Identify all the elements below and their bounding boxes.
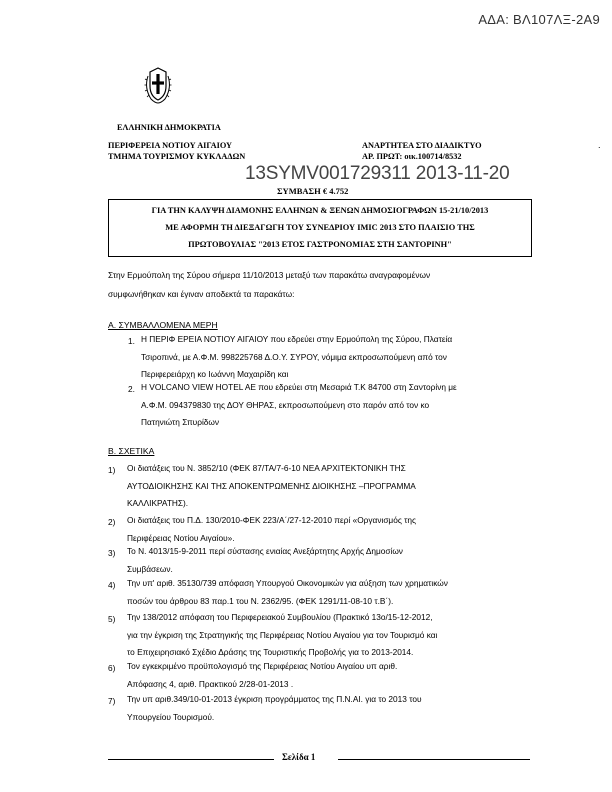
protocol-number: ΑΡ. ΠΡΩΤ: οικ.100714/8532 bbox=[362, 152, 462, 161]
list-item bbox=[127, 609, 437, 662]
contract-title-box bbox=[108, 199, 532, 257]
list-item-line: Α.Φ.Μ. 094379830 της ΔΟΥ ΘΗΡΑΣ, εκπροσωπούμενη στο παρόν από τον κο bbox=[141, 399, 430, 410]
list-item-line: Τον εγκεκριμένο προϋπολογισμό της Περιφέρειας Νοτίου Αιγαίου υπ αριθ. bbox=[127, 661, 398, 671]
intro-line: συμφωνήθηκαν και έγιναν αποδεκτά τα παρακάτω: bbox=[108, 289, 295, 299]
list-item-line: ΚΑΛΛΙΚΡΑΤΗΣ). bbox=[127, 498, 189, 508]
list-item bbox=[141, 379, 457, 432]
footer-divider bbox=[108, 759, 274, 760]
intro-paragraph bbox=[108, 266, 430, 304]
contract-amount: ΣΥΜΒΑΣΗ € 4.752 bbox=[277, 186, 349, 196]
list-item-line: Η VOLCANO VIEW HOTEL AE που εδρεύει στη Μεσαριά Τ.Κ 84700 στη Σαντορίνη με bbox=[141, 382, 457, 392]
list-number: 6) bbox=[108, 663, 116, 673]
list-item bbox=[127, 543, 403, 578]
list-item bbox=[127, 460, 416, 513]
list-item-line: Συμβάσεων. bbox=[127, 563, 173, 574]
department-name: ΤΜΗΜΑ ΤΟΥΡΙΣΜΟΥ ΚΥΚΛΑΔΩΝ bbox=[108, 152, 246, 161]
list-item-line: Την υπ' αριθ. 35130/739 απόφαση Υπουργού Οικονομικών για αύξηση των χρηματικών bbox=[127, 578, 448, 588]
list-item-line: Την υπ αριθ.349/10-01-2013 έγκριση προγράμματος της Π.Ν.ΑΙ. για το 2013 του bbox=[127, 694, 422, 704]
republic-heading: ΕΛΛΗΝΙΚΗ ΔΗΜΟΚΡΑΤΙΑ bbox=[117, 123, 221, 132]
page-number: Σελίδα 1 bbox=[282, 752, 316, 762]
list-item-line: Τσιροπινά, με Α.Φ.Μ. 998225768 Δ.Ο.Υ. ΣΥΡΟΥ, νόμιμα εκπροσωπούμενη από τον bbox=[141, 351, 447, 362]
list-item-line: Το Ν. 4013/15-9-2011 περί σύστασης ενιαίας Ανεξάρτητης Αρχής Δημοσίων bbox=[127, 546, 403, 556]
list-item bbox=[141, 331, 452, 384]
greek-emblem-icon bbox=[143, 66, 173, 106]
list-item-line: Περιφερειάρχη κο Ιωάννη Μαχαιρίδη και bbox=[141, 369, 289, 379]
ada-code: ΑΔΑ: ΒΛ107ΛΞ-2Α9 bbox=[478, 12, 600, 27]
list-item-line: Πατηνιώτη Σπυρίδων bbox=[141, 417, 220, 427]
list-item-line: ΑΥΤΟΔΙΟΙΚΗΣΗΣ ΚΑΙ ΤΗΣ ΑΠΟΚΕΝΤΡΩΜΕΝΗΣ ΔΙΟΙΚΗΣΗΣ –ΠΡΟΓΡΑΜΜΑ bbox=[127, 480, 416, 491]
list-number: 3) bbox=[108, 548, 116, 558]
list-item-line: ποσών του άρθρου 83 παρ.1 του Ν. 2362/95. (ΦΕΚ 1291/11-08-10 τ.Β΄). bbox=[127, 595, 394, 606]
intro-line: Στην Ερμούπολη της Σύρου σήμερα 11/10/2013 μεταξύ των παρακάτω αναγραφομένων bbox=[108, 270, 431, 280]
list-item bbox=[127, 512, 416, 547]
list-number: 2. bbox=[128, 384, 135, 394]
list-item-line: το Επιχειρησιακό Σχέδιο Δράσης της Τουριστικής Προβολής για το 2013-2014. bbox=[127, 647, 414, 657]
list-number: 1. bbox=[128, 336, 135, 346]
list-item-line: Την 138/2012 απόφαση του Περιφερειακού Συμβουλίου (Πρακτικό 13ο/15-12-2012, bbox=[127, 612, 433, 622]
list-item-line: για την έγκριση της Στρατηγικής της Περιφέρειας Νοτίου Αιγαίου για τον Τουρισμό και bbox=[127, 629, 438, 640]
title-line: ΜΕ ΑΦΟΡΜΗ ΤΗ ΔΙΕΞΑΓΩΓΗ ΤΟΥ ΣΥΝΕΔΡΙΟΥ IMIC 2013 ΣΤΟ ΠΛΑΙΣΙΟ ΤΗΣ bbox=[165, 223, 475, 232]
list-item bbox=[127, 658, 397, 693]
section-a-heading: Α. ΣΥΜΒΑΛΛΟΜΕΝΑ ΜΕΡΗ bbox=[108, 320, 218, 330]
title-line: ΠΡΩΤΟΒΟΥΛΙΑΣ "2013 ΕΤΟΣ ΓΑΣΤΡΟΝΟΜΙΑΣ ΣΤΗ ΣΑΝΤΟΡΙΝΗ" bbox=[188, 240, 452, 249]
list-item-line: Περιφέρειας Νοτίου Αιγαίου». bbox=[127, 532, 235, 543]
section-b-heading: Β. ΣΧΕΤΙΚΑ bbox=[108, 446, 155, 456]
list-number: 4) bbox=[108, 580, 116, 590]
footer-divider bbox=[338, 759, 530, 760]
list-number: 1) bbox=[108, 465, 116, 475]
list-number: 2) bbox=[108, 517, 116, 527]
list-item-line: Οι διατάξεις του Π.Δ. 130/2010-ΦΕΚ 223/Α΄/27-12-2010 περί «Οργανισμός της bbox=[127, 515, 417, 525]
list-item bbox=[127, 575, 448, 610]
list-item-line: Υπουργείου Τουρισμού. bbox=[127, 711, 215, 722]
list-item bbox=[127, 691, 422, 726]
margin-mark: . bbox=[598, 140, 601, 150]
title-line: ΓΙΑ ΤΗΝ ΚΑΛΥΨΗ ΔΙΑΜΟΝΗΣ ΕΛΛΗΝΩΝ & ΞΕΝΩΝ ΔΗΜΟΣΙΟΓΡΑΦΩΝ 15-21/10/2013 bbox=[151, 206, 489, 215]
region-name: ΠΕΡΙΦΕΡΕΙΑ ΝΟΤΙΟΥ ΑΙΓΑΙΟΥ bbox=[108, 141, 233, 150]
posted-online-label: ΑΝΑΡΤΗΤΕΑ ΣΤΟ ΔΙΑΔΙΚΤΥΟ bbox=[362, 141, 482, 150]
registry-stamp: 13SYMV001729311 2013-11-20 bbox=[245, 163, 510, 184]
list-item-line: Η ΠΕΡΙΦ ΕΡΕΙΑ ΝΟΤΙΟΥ ΑΙΓΑΙΟΥ που εδρεύει στην Ερμούπολη της Σύρου, Πλατεία bbox=[141, 334, 453, 344]
list-number: 5) bbox=[108, 614, 116, 624]
list-item-line: Οι διατάξεις του Ν. 3852/10 (ΦΕΚ 87/ΤΑ/7-6-10 ΝΕΑ ΑΡΧΙΤΕΚΤΟΝΙΚΗ ΤΗΣ bbox=[127, 463, 406, 473]
list-number: 7) bbox=[108, 696, 116, 706]
list-item-line: Απόφασης 4, αριθ. Πρακτικού 2/28-01-2013 . bbox=[127, 678, 294, 689]
